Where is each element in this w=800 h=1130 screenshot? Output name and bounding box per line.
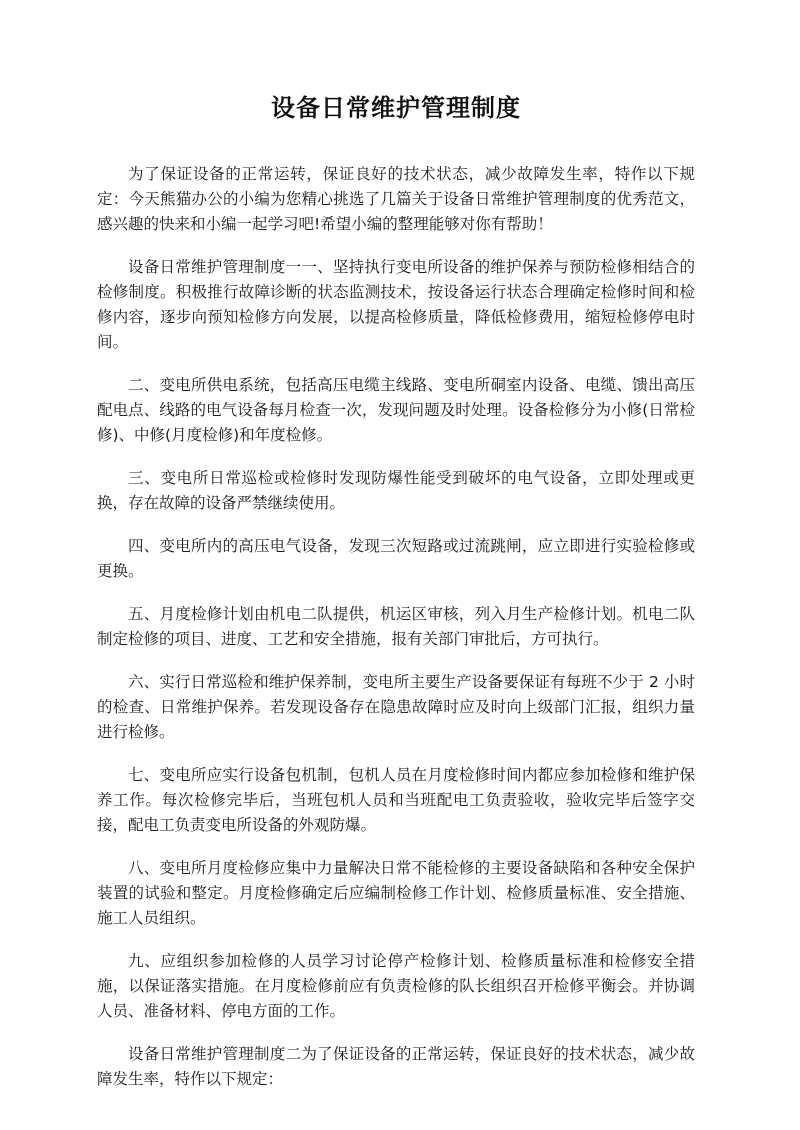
paragraph-item-6: 六、实行日常巡检和维护保养制，变电所主要生产设备要保证有每班不少于 2 小时的检查、日常维护保养。若发现设备存在隐患故障时应及时向上级部门汇报，组织力量进行检修。 — [97, 673, 695, 741]
paragraph-system-two-intro: 设备日常维护管理制度二为了保证设备的正常运转，保证良好的技术状态，减少故障发生率，特作以下规定： — [97, 1045, 695, 1088]
document-title: 设备日常维护管理制度 — [271, 94, 521, 122]
paragraph-item-7: 七、变电所应实行设备包机制，包机人员在月度检修时间内都应参加检修和维护保养工作。每次检修完毕后，当班包机人员和当班配电工负责验收，验收完毕后签字交接，配电工负责变电所设备的外观防爆。 — [97, 766, 695, 834]
paragraph-item-3: 三、变电所日常巡检或检修时发现防爆性能受到破坏的电气设备，立即处理或更换，存在故障的设备严禁继续使用。 — [97, 469, 695, 512]
paragraph-item-2: 二、变电所供电系统，包括高压电缆主线路、变电所硐室内设备、电缆、馈出高压配电点、线路的电气设备每月检查一次，发现问题及时处理。设备检修分为小修(日常检修)、中修(月度检修)和年度检修。 — [97, 376, 695, 444]
paragraph-item-5: 五、月度检修计划由机电二队提供，机运区审核，列入月生产检修计划。机电二队制定检修的项目、进度、工艺和安全措施，报有关部门审批后，方可执行。 — [97, 605, 695, 648]
paragraph-item-8: 八、变电所月度检修应集中力量解决日常不能检修的主要设备缺陷和各种安全保护装置的试验和整定。月度检修确定后应编制检修工作计划、检修质量标准、安全措施、施工人员组织。 — [97, 859, 695, 927]
paragraph-item-4: 四、变电所内的高压电气设备，发现三次短路或过流跳闸，应立即进行实验检修或更换。 — [97, 537, 695, 580]
paragraph-system-one-item-1: 设备日常维护管理制度一一、坚持执行变电所设备的维护保养与预防检修相结合的检修制度。积极推行故障诊断的状态监测技术，按设备运行状态合理确定检修时间和检修内容，逐步向预知检修方向发展，以提高检修质量，降低检修费用，缩短检修停电时间。 — [97, 258, 695, 351]
paragraph-item-9: 九、应组织参加检修的人员学习讨论停产检修计划、检修质量标准和检修安全措施，以保证落实措施。在月度检修前应有负责检修的队长组织召开检修平衡会。并协调人员、准备材料、停电方面的工作。 — [97, 952, 695, 1020]
paragraph-intro: 为了保证设备的正常运转，保证良好的技术状态，减少故障发生率，特作以下规定：今天熊猫办公的小编为您精心挑选了几篇关于设备日常维护管理制度的优秀范文，感兴趣的快来和小编一起学习吧!希望小编的整理能够对你有帮助！ — [97, 165, 695, 233]
